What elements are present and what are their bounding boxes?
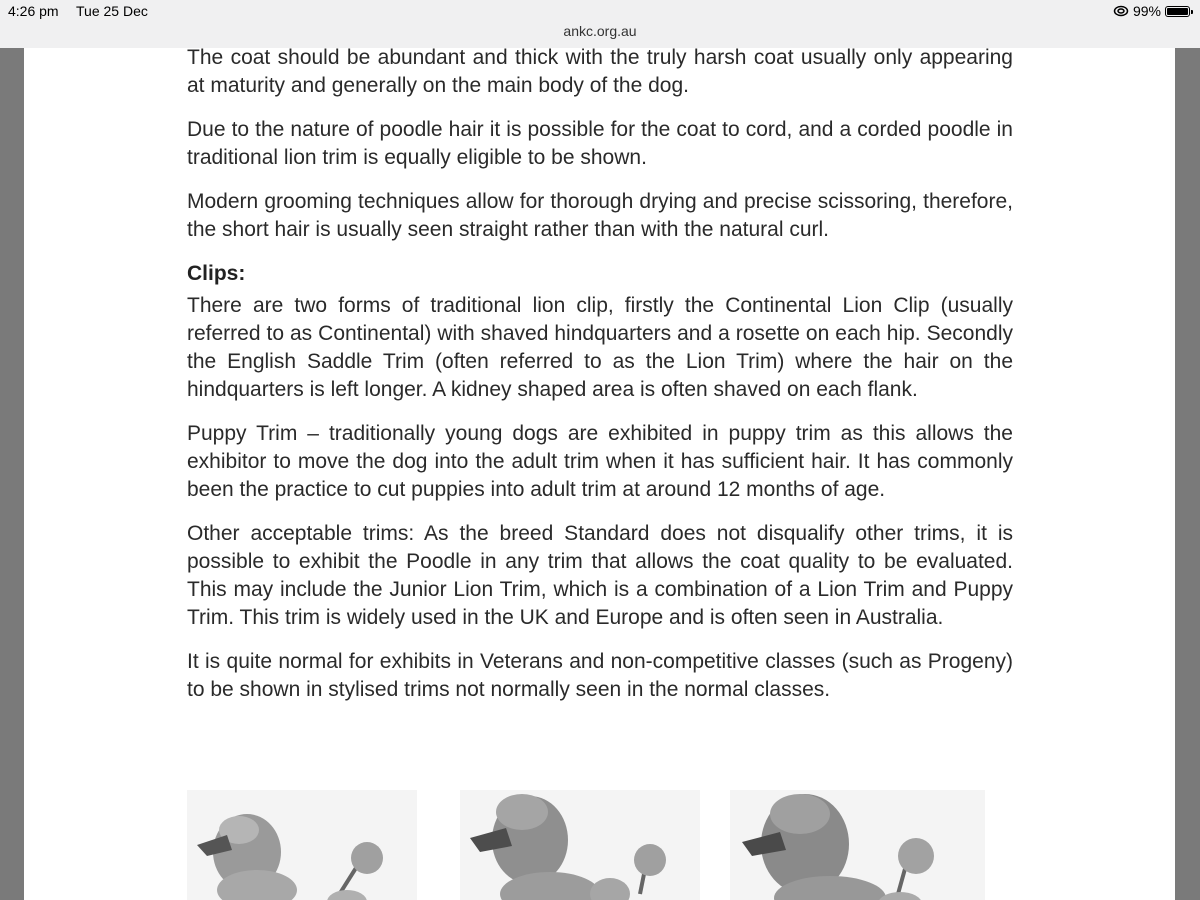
poodle-illustrations [187, 790, 1013, 900]
poodle-illustration-icon [187, 790, 417, 900]
status-time: 4:26 pm [8, 3, 59, 19]
pdf-viewport[interactable] [0, 48, 1200, 900]
status-date: Tue 25 Dec [76, 3, 148, 19]
paragraph-puppy-trim: Puppy Trim – traditionally young dogs are exhibited in puppy trim as this allows the exhibitor to move the dog into the adult trim when it has sufficient hair. It has commonly been the practice to cut puppies into adult trim at around 12 months of age. [187, 422, 1013, 501]
poodle-illustration-icon [730, 790, 985, 900]
document-page [24, 48, 1175, 900]
paragraph-coat: The coat should be abundant and thick with the truly harsh coat usually only appearing at maturity and generally on the main body of the dog. [187, 48, 1013, 97]
paragraph-grooming: Modern grooming techniques allow for thorough drying and precise scissoring, therefore, the short hair is usually seen straight rather than with the natural curl. [187, 190, 1013, 241]
screen-mirroring-icon [1113, 5, 1129, 17]
status-indicators [1113, 3, 1190, 19]
battery-icon [1165, 6, 1190, 17]
status-bar [0, 0, 1200, 22]
clips-heading: Clips: [187, 262, 246, 285]
paragraph-other-trims: Other acceptable trims: As the breed Standard does not disqualify other trims, it is possible to exhibit the Poodle in any trim that allows the coat quality to be evaluated. This may include the Junior Lion Trim, which is a combination of a Lion Trim and Puppy Trim. This trim is widely used in the UK and Europe and is often seen in Australia. [187, 522, 1013, 629]
address-bar[interactable]: ankc.org.au [563, 23, 637, 39]
paragraph-veterans: It is quite normal for exhibits in Veterans and non-competitive classes (such as Progeny) to be shown in stylised trims not normally seen in the normal classes. [187, 650, 1013, 701]
paragraph-cording: Due to the nature of poodle hair it is possible for the coat to cord, and a corded poodle in traditional lion trim is equally eligible to be shown. [187, 118, 1013, 169]
battery-percent: 99% [1132, 3, 1161, 19]
article-body [187, 48, 1013, 720]
paragraph-lion-clip: There are two forms of traditional lion clip, firstly the Continental Lion Clip (usually referred to as Continental) with shaved hindquarters and a rosette on each hip. Secondly the English Saddle Trim (often referred to as the Lion Trim) where the hair on the hindquarters is left longer. A kidney shaped area is often shaved on each flank. [187, 294, 1013, 401]
poodle-illustration-icon [460, 790, 700, 900]
